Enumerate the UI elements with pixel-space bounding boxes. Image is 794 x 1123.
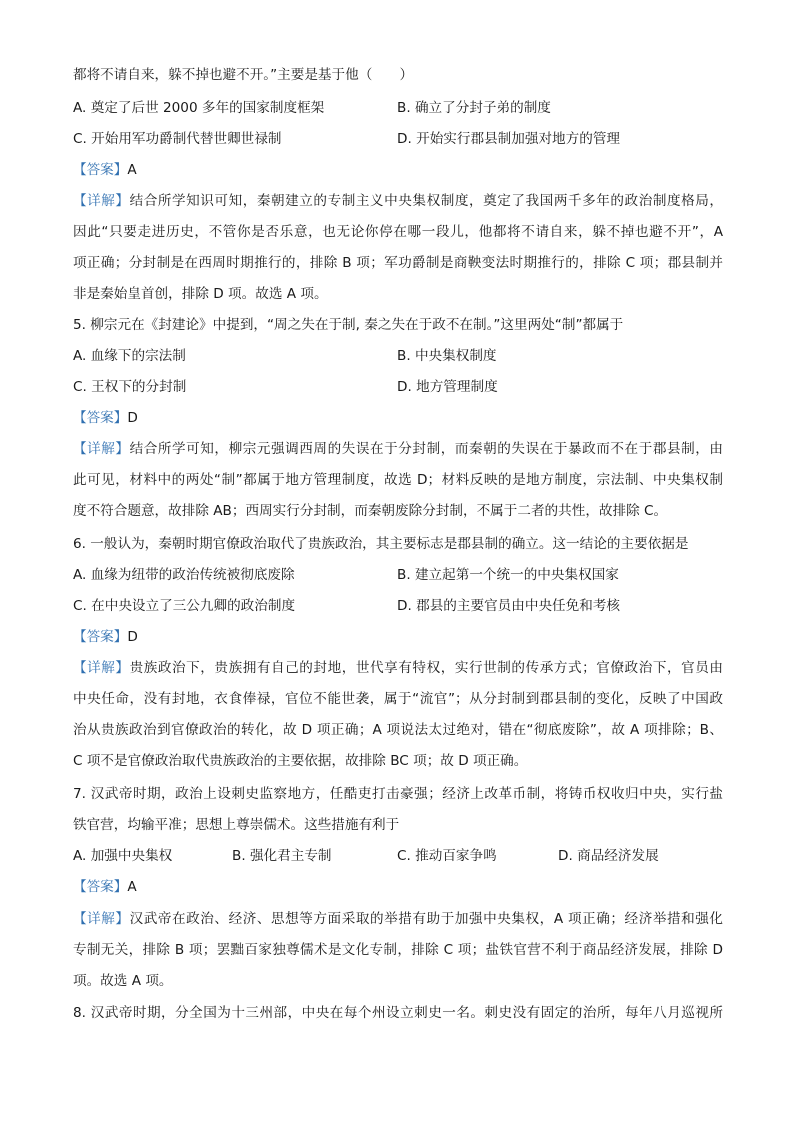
question-4-stem-tail: 都将不请自来，躲不掉也避不开。”主要是基于他（ ） — [73, 67, 414, 83]
q6-option-a: A. 血缘为纽带的政治传统被彻底废除 — [73, 567, 295, 583]
question-6-stem: 6. 一般认为，秦朝时期官僚政治取代了贵族政治，其主要标志是郡县制的确立。这一结论的主要依据是 — [73, 536, 689, 552]
q7-option-d: D. 商品经济发展 — [558, 848, 659, 864]
q7-detail-line-3: 项。故选 A 项。 — [73, 973, 173, 989]
q7-detail-line-1 — [73, 910, 723, 928]
detail-tag: 【详解】 — [73, 193, 130, 209]
answer-value: D — [127, 410, 138, 426]
q5-detail-line-2: 此可见，材料中的两处“制”都属于地方管理制度，故选 D；材料反映的是地方制度，宗法制、中央集权制 — [73, 472, 723, 488]
question-7-stem-line-2: 铁官营，均输平准；思想上尊崇儒术。这些措施有利于 — [73, 817, 400, 833]
answer-value: D — [127, 629, 138, 645]
answer-tag: 【答案】 — [73, 410, 128, 426]
question-5-stem: 5. 柳宗元在《封建论》中提到，“周之失在于制, 秦之失在于政不在制。”这里两处“制”都属于 — [73, 317, 624, 333]
q4-detail-line-1 — [73, 192, 723, 210]
q5-option-a: A. 血缘下的宗法制 — [73, 348, 186, 364]
q7-answer — [73, 878, 137, 896]
detail-text: 汉武帝在政治、经济、思想等方面采取的举措有助于加强中央集权，A 项正确；经济举措和强化 — [129, 911, 724, 927]
q7-detail-line-2: 专制无关，排除 B 项；罢黜百家独尊儒术是文化专制，排除 C 项；盐铁官营不利于商品经济发展，排除 D — [73, 942, 723, 958]
q4-detail-line-2: 因此“只要走进历史，不管你是否乐意，也无论你停在哪一段儿，他都将不请自来，躲不掉也避不开”，A — [73, 224, 723, 240]
answer-value: A — [127, 879, 137, 895]
q7-option-a: A. 加强中央集权 — [73, 848, 173, 864]
question-7-stem-line-1: 7. 汉武帝时期，政治上设刺史监察地方，任酷吏打击豪强；经济上改革币制，将铸币权收归中央，实行盐 — [73, 786, 723, 802]
q5-option-c: C. 王权下的分封制 — [73, 379, 187, 395]
q5-option-b: B. 中央集权制度 — [397, 348, 497, 364]
q4-detail-line-4: 非是秦始皇首创，排除 D 项。故选 A 项。 — [73, 286, 328, 302]
detail-tag: 【详解】 — [73, 660, 130, 676]
answer-value: A — [127, 162, 137, 178]
q6-detail-line-2: 中央任命，没有封地，衣食俸禄，官位不能世袭，属于“流官”；从分封制到郡县制的变化，反映了中国政 — [73, 691, 723, 707]
detail-text: 结合所学可知，柳宗元强调西周的失误在于分封制，而秦朝的失误在于暴政而不在于郡县制，由 — [129, 441, 724, 457]
q7-option-c: C. 推动百家争鸣 — [397, 848, 497, 864]
answer-tag: 【答案】 — [73, 162, 128, 178]
q5-detail-line-3: 度不符合题意，故排除 AB；西周实行分封制，而秦朝废除分封制，不属于二者的共性，故排除 C。 — [73, 503, 668, 519]
q5-option-d: D. 地方管理制度 — [397, 379, 498, 395]
q4-detail-line-3: 项正确；分封制是在西周时期推行的，排除 B 项；军功爵制是商鞅变法时期推行的，排除 C 项；郡县制并 — [73, 255, 723, 271]
detail-tag: 【详解】 — [73, 441, 130, 457]
question-8-stem: 8. 汉武帝时期，分全国为十三州部，中央在每个州设立刺史一名。刺史没有固定的治所，每年八月巡视所 — [73, 1005, 723, 1021]
q6-detail-line-4: C 项不是官僚政治取代贵族政治的主要依据，故排除 BC 项；故 D 项正确。 — [73, 753, 528, 769]
answer-tag: 【答案】 — [73, 879, 128, 895]
q4-option-d: D. 开始实行郡县制加强对地方的管理 — [397, 131, 621, 147]
q6-detail-line-3: 治从贵族政治到官僚政治的转化，故 D 项正确；A 项说法太过绝对，错在“彻底废除”，故 A 项排除；B、 — [73, 722, 723, 738]
detail-text: 结合所学知识可知，秦朝建立的专制主义中央集权制度，奠定了我国两千多年的政治制度格局， — [129, 193, 724, 209]
q5-answer — [73, 409, 138, 427]
q5-detail-line-1 — [73, 440, 723, 458]
q4-option-b: B. 确立了分封子弟的制度 — [397, 100, 551, 116]
q4-answer — [73, 161, 137, 179]
q6-option-b: B. 建立起第一个统一的中央集权国家 — [397, 567, 619, 583]
q6-detail-line-1 — [73, 659, 723, 677]
q4-option-a: A. 奠定了后世 2000 多年的国家制度框架 — [73, 100, 325, 116]
q6-answer — [73, 628, 138, 646]
q6-option-c: C. 在中央设立了三公九卿的政治制度 — [73, 598, 296, 614]
q6-option-d: D. 郡县的主要官员由中央任免和考核 — [397, 598, 621, 614]
detail-tag: 【详解】 — [73, 911, 130, 927]
q4-option-c: C. 开始用军功爵制代替世卿世禄制 — [73, 131, 282, 147]
answer-tag: 【答案】 — [73, 629, 128, 645]
q7-option-b: B. 强化君主专制 — [232, 848, 332, 864]
detail-text: 贵族政治下，贵族拥有自己的封地，世代享有特权，实行世制的传承方式；官僚政治下，官员由 — [129, 660, 724, 676]
